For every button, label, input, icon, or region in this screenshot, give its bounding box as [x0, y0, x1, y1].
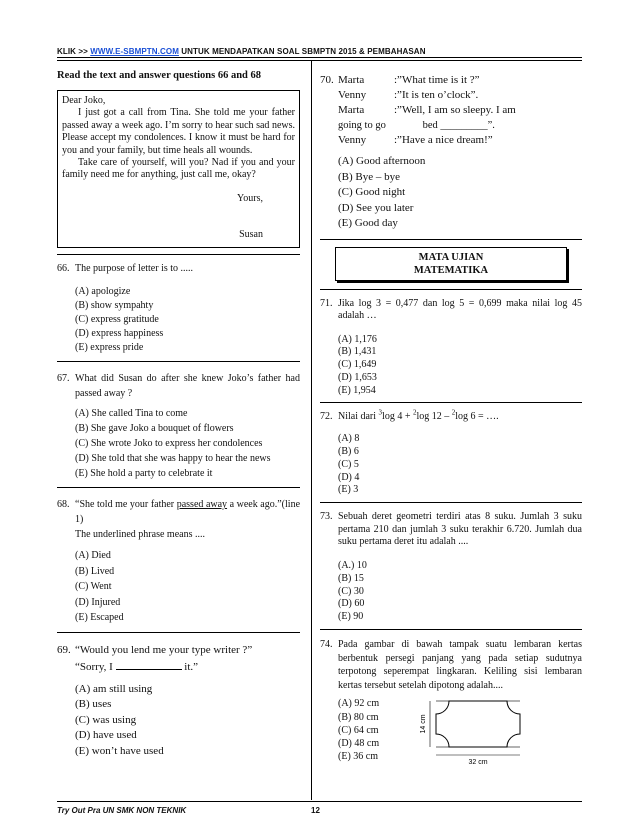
header-rule: [57, 57, 582, 61]
question-66: [57, 263, 300, 276]
section-separator: [57, 361, 300, 362]
subject-title-line-2: MATEMATIKA: [413, 264, 489, 276]
left-column: [57, 70, 300, 759]
question-67: [57, 371, 300, 401]
option-d[interactable]: (D) 48 cm: [338, 737, 380, 749]
section-separator: [57, 487, 300, 488]
option-d[interactable]: (D) See you later: [338, 201, 414, 214]
question-number: 69.: [57, 643, 71, 656]
question-line-2: “Sorry, I it.”: [75, 660, 199, 673]
footer-text: Try Out Pra UN SMK NON TEKNIK: [57, 806, 187, 815]
letter-box: [57, 90, 300, 248]
option-e[interactable]: (E) Escaped: [75, 612, 124, 624]
option-e[interactable]: (E) She hold a party to celebrate it: [75, 468, 213, 480]
section-separator: [57, 254, 300, 255]
option-a[interactable]: (A) Good afternoon: [338, 155, 426, 167]
footer-rule: [57, 801, 582, 802]
header-suffix: UNTUK MENDAPATKAN SOAL SBMPTN 2015 & PEMBAHASAN: [178, 47, 426, 56]
option-d[interactable]: (D) Injured: [75, 596, 121, 608]
question-text-a: “She told me your father: [75, 499, 177, 511]
reading-instruction: Read the text and answer questions 66 and 68: [57, 70, 261, 81]
option-c[interactable]: (C) Good night: [338, 186, 406, 198]
option-b[interactable]: (B) Bye – bye: [338, 170, 401, 183]
subject-title-box: [335, 247, 567, 281]
letter-paragraph-2: Take care of yourself, will you? Nad if you and your family need me for anything, just call me, okay?: [62, 157, 295, 181]
option-b[interactable]: (B) Lived: [75, 565, 115, 577]
question-68: [57, 497, 300, 542]
option-b[interactable]: (B) 80 cm: [338, 711, 379, 723]
option-e[interactable]: (E) won’t have used: [75, 744, 164, 757]
cut-corner-rectangle-figure: [418, 697, 546, 765]
option-d[interactable]: (D) 60: [338, 598, 365, 610]
option-c[interactable]: (C) 64 cm: [338, 724, 379, 736]
dialogue-line: [320, 88, 582, 103]
question-70: [320, 73, 582, 148]
utterance: :”It is ten o’clock”.: [394, 89, 479, 101]
question-72: 72. Nilai dari $^3$log 4 + $^2$log 12 – $^2$log 6 = ….: [320, 408, 499, 422]
question-subtext: The underlined phrase means ....: [75, 529, 205, 541]
answer-blank: [116, 669, 182, 670]
question-number: 74.: [320, 638, 333, 650]
option-c[interactable]: (C) express gratitude: [75, 314, 159, 326]
dialogue-line: [320, 73, 582, 88]
dialogue-line: [320, 133, 582, 148]
header-link[interactable]: WWW.E-SBMPTN.COM: [90, 47, 179, 56]
option-d[interactable]: (D) She told that she was happy to hear the news: [75, 453, 271, 465]
options-68: [57, 548, 300, 626]
question-number: 71.: [320, 297, 333, 309]
dialogue-line: [320, 103, 582, 118]
letter-greeting: Dear Joko,: [62, 95, 106, 106]
option-b[interactable]: (B) uses: [75, 698, 112, 711]
section-separator: [320, 502, 582, 503]
options-67: [57, 406, 300, 481]
option-c[interactable]: (C) 30: [338, 585, 364, 597]
section-separator: [320, 239, 582, 240]
option-a[interactable]: (A) apologize: [75, 286, 131, 298]
letter-paragraph-1: I just got a call from Tina. She told me your father passed away a week ago. I’m sorry to hear such sad news. Please accept my condolences. I know it must be hard for you and your family, but time heals all wounds.: [62, 107, 295, 156]
width-label: 32 cm: [468, 759, 488, 766]
question-text: Jika log 3 = 0,477 dan log 5 = 0,699 maka nilai log 45 adalah …: [338, 297, 582, 322]
question-71: [320, 298, 582, 323]
page-number: 12: [311, 806, 320, 815]
option-e[interactable]: (E) Good day: [338, 217, 398, 229]
utterance: :”Have a nice dream!”: [394, 134, 493, 146]
options-72: [320, 433, 582, 497]
option-b[interactable]: (B) 1,431: [338, 346, 377, 358]
option-d[interactable]: (D) 1,653: [338, 372, 377, 384]
question-text: Pada gambar di bawah tampak suatu lembaran kertas berbentuk persegi panjang yang pada setiap sudutnya terpotong seperempat lingkaran. Keliling sisi lembaran kertas tersebut setelah dipotong adalah....: [338, 638, 582, 691]
height-label: 14 cm: [420, 714, 427, 734]
letter-signature: Susan: [239, 229, 263, 241]
option-c[interactable]: (C) She wrote Joko to express her condolences: [75, 438, 263, 450]
underlined-phrase: passed away: [176, 499, 228, 511]
speaker: Venny: [338, 89, 367, 101]
option-d[interactable]: (D) express happiness: [75, 328, 164, 340]
subject-title-line-1: MATA UJIAN: [418, 251, 484, 263]
page-header: [57, 47, 426, 56]
option-b[interactable]: (B) 15: [338, 572, 364, 584]
question-number: 72.: [320, 410, 333, 422]
question-text: The purpose of letter is to .....: [75, 262, 194, 274]
speaker: Venny: [338, 134, 367, 146]
option-b[interactable]: (B) She gave Joko a bouquet of flowers: [75, 423, 234, 435]
question-74-body: [320, 697, 582, 765]
question-69: [57, 642, 300, 676]
section-separator: [320, 402, 582, 403]
option-a[interactable]: (A.) 10: [338, 559, 367, 571]
options-70: [320, 154, 582, 232]
option-c[interactable]: (C) 1,649: [338, 359, 377, 371]
column-divider: [311, 60, 312, 800]
option-e[interactable]: (E) 1,954: [338, 384, 376, 396]
question-number: 66.: [57, 262, 70, 274]
option-e[interactable]: (E) 90: [338, 611, 364, 623]
options-73: [320, 560, 582, 624]
option-c[interactable]: (C) Went: [75, 581, 112, 593]
speaker: Marta: [338, 74, 365, 86]
option-c[interactable]: (C) 5: [338, 458, 359, 470]
option-b[interactable]: (B) 6: [338, 445, 359, 457]
option-e[interactable]: (E) 36 cm: [338, 751, 378, 763]
utterance: :”What time is it ?”: [394, 74, 480, 86]
utterance: :”Well, I am so sleepy. I am: [394, 104, 516, 116]
section-separator: [320, 289, 582, 290]
option-a[interactable]: (A) Died: [75, 550, 111, 562]
options-69: [57, 682, 300, 760]
section-separator: [57, 632, 300, 633]
option-e[interactable]: (E) 3: [338, 484, 359, 496]
question-text: Sebuah deret geometri terdiri atas 8 suku. Jumlah 3 suku pertama 210 dan jumlah 3 suku terakhir 6.720. Jumlah dua suku pertama deret itu adalah ....: [338, 511, 582, 548]
option-a[interactable]: (A) She called Tina to come: [75, 408, 188, 420]
header-prefix: KLIK >>: [57, 47, 91, 56]
options-71: [320, 334, 582, 398]
right-column: [320, 73, 582, 765]
option-d[interactable]: (D) 4: [338, 471, 360, 483]
option-c[interactable]: (C) was using: [75, 713, 137, 726]
option-a[interactable]: (A) 1,176: [338, 333, 377, 345]
question-text: What did Susan do after she knew Joko’s father had passed away ?: [75, 373, 300, 400]
option-b[interactable]: (B) show sympahty: [75, 300, 154, 312]
options-66: [57, 285, 300, 355]
dialogue-line: [320, 118, 582, 133]
speaker: Marta: [338, 104, 365, 116]
option-a[interactable]: (A) am still using: [75, 682, 153, 695]
question-number: 68.: [57, 499, 70, 511]
question-73: [320, 511, 582, 549]
question-number: 73.: [320, 511, 333, 523]
option-d[interactable]: (D) have used: [75, 729, 137, 742]
question-number: 70.: [320, 74, 334, 86]
question-line-1: “Would you lend me your type writer ?”: [75, 643, 253, 656]
option-a[interactable]: (A) 8: [338, 433, 360, 445]
option-e[interactable]: (E) express pride: [75, 342, 144, 354]
section-separator: [320, 629, 582, 630]
letter-closing: Yours,: [237, 192, 263, 204]
utterance: going to go bed _________”.: [338, 120, 495, 131]
question-number: 67.: [57, 373, 70, 385]
question-text-b: a week ago.”(line 1): [75, 499, 301, 526]
option-a[interactable]: (A) 92 cm: [338, 698, 380, 710]
question-74: [320, 638, 582, 692]
